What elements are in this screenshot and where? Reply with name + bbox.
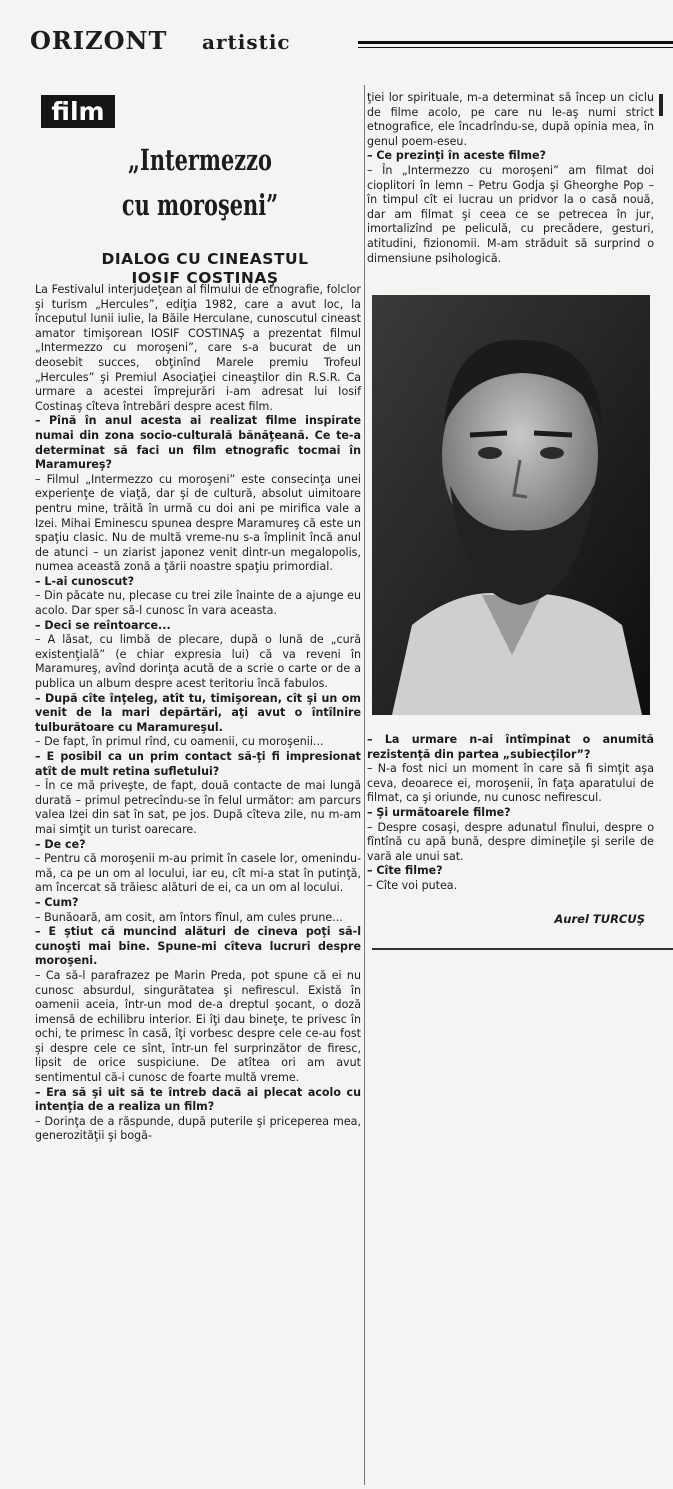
interview-question: – La urmare n-ai întîmpinat o anumită rezistenţă din partea „subiecţilor”? (367, 733, 654, 761)
paragraph: – Din păcate nu, plecase cu trei zile înainte de a ajunge eu acolo. Dar sper să-l cunosc în vara aceasta. (35, 589, 361, 618)
interview-question: – Cum? (35, 895, 79, 909)
article-column-left (35, 283, 361, 1144)
paragraph: – Dorinţa de a răspunde, după puterile şi priceperea mea, generozităţii şi bogă- (35, 1114, 361, 1143)
paragraph: – Cîte voi putea. (367, 878, 458, 892)
interview-question: – Deci se reîntoarce... (35, 618, 171, 632)
paragraph: ţiei lor spirituale, m-a determinat să încep un ciclu de filme acolo, pe care nu le-aş numi strict etnografice, ele încadrîndu-se, după opinia mea, în genul poem-eseu. (367, 91, 654, 148)
article-column-right-top (367, 91, 654, 266)
paragraph: – Despre cosaşi, despre adunatul fînului, despre o fîntînă cu apă bună, despre dimineţile şi serile de vară ale unui sat. (367, 820, 654, 863)
interview-question: – Şi următoarele filme? (367, 805, 511, 819)
paragraph: – În ce mă priveşte, de fapt, două contacte de mai lungă durată – primul petrecîndu-se în felul următor: am parcurs valea Izei din sat în sat, pe jos. După cîteva zile, nu m-am mai simţit un turist oarecare. (35, 779, 361, 836)
paragraph: – Pentru că moroşenii m-au primit în casele lor, omenindu-mă, ca pe un om al locului, iar eu, cît mi-a stat în putinţă, am încercat să trăiesc alături de ei, ca un om al locului. (35, 852, 361, 895)
column-marker (659, 94, 663, 116)
masthead-title: ORIZONT (30, 26, 168, 55)
film-title-line-1: „Intermezzo (128, 143, 272, 177)
portrait-photo (372, 295, 650, 715)
subtitle-line-2: IOSIF COSTINAŞ (131, 269, 279, 287)
paragraph: – În „Intermezzo cu moroşeni” am filmat doi cioplitori în lemn – Petru Godja şi Gheorghe Pop – în timpul cît ei lucrau un pridvor la o casă nouă, dar am filmat şi ceea ce se petrecea în jur, imortalizînd pe peliculă, cu precădere, gesturi, atitudini, fizionomii. M-am străduit să surprind o dimensiune psihologică. (367, 163, 654, 265)
subtitle-line-1: DIALOG CU CINEASTUL (101, 250, 309, 268)
interview-question: – De ce? (35, 837, 86, 851)
interview-question: – E ştiut că muncind alături de cineva poţi să-l cunoşti mai bine. Spune-mi cîteva lucruri despre moroşeni. (35, 925, 361, 968)
column-divider (364, 85, 365, 1485)
film-title-line-2: cu moroşeni” (121, 188, 279, 222)
paragraph: La Festivalul interjudeţean al filmului de etnografie, folclor şi turism „Hercules”, ediţia 1982, care a avut loc, la începutul lunii iulie, la Băile Herculane, cunoscutul cineast amator timişorean IOSIF COSTINAŞ a prezentat filmul „Intermezzo cu moroşeni”, care s-a bucurat de un deosebit succes, obţinînd Marele premiu Trofeul „Hercules” şi Premiul Asociaţiei cineaştilor din R.S.R. Ca urmare a acestei împrejurări i-am adresat lui Iosif Costinaş cîteva întrebări despre acest film. (35, 283, 361, 413)
interview-question: – Ce prezinţi în aceste filme? (367, 149, 546, 163)
paragraph: – Filmul „Intermezzo cu moroşeni” este consecinţa unei experienţe de viaţă, dar şi de cultură, absolut uimitoare pentru mine, trăită în urmă cu doi ani pe mirifica vale a Izei. Mihai Eminescu spunea despre Maramureş că este un spaţiu clasic. Nu de multă vreme-nu s-a împlinit încă anul de atunci – un ziarist japonez venit dintr-un megalopolis, numea această zonă a ţării noastre spaţiu primordial. (35, 472, 361, 574)
article-column-right-bottom (367, 733, 654, 894)
interview-question: – Pînă în anul acesta ai realizat filme inspirate numai din zona socio-culturală bănăţeană. Ce te-a determinat să faci un film etnografic tocmai în Maramureş? (35, 414, 361, 472)
masthead-rule-thin (358, 47, 673, 48)
article-end-rule (372, 948, 673, 950)
author-signature: Aurel TURCUŞ (554, 912, 645, 926)
paragraph: – De fapt, în primul rînd, cu oamenii, cu moroşenii... (35, 735, 324, 749)
interview-question: – După cîte înţeleg, atît tu, timişorean, cît şi un om venit de la mari depărtări, aţi avut o întîlnire tulburătoare cu Maramureşul. (35, 691, 361, 734)
paragraph: – Bunăoară, am cosit, am întors fînul, am cules prune... (35, 910, 343, 924)
section-badge: film (41, 95, 115, 128)
masthead (30, 26, 673, 66)
paragraph: – N-a fost nici un moment în care să fi simţit aşa ceva, deoarece ei, moroşenii, în faţa aparatului de filmat, ca şi oriunde, nu cunosc nefirescul. (367, 762, 654, 805)
interview-question: – L-ai cunoscut? (35, 574, 135, 588)
interview-question: – Era să şi uit să te întreb dacă ai plecat acolo cu intenţia de a realiza un film? (35, 1085, 361, 1114)
paragraph: – Ca să-l parafrazez pe Marin Preda, pot spune că ei nu cunosc absurdul, singurătatea şi nefirescul. Există în oamenii aceia, într-un mod de-a dreptul şocant, o doză imensă de echilibru interior. Ei îţi dau bineţe, te privesc în ochi, te primesc în casă, îţi vorbesc despre cele ce-au fost şi despre cele ce sînt, într-un fel surprinzător de firesc, lipsit de orice suspiciune. De atîtea ori am avut sentimentul că-i cunosc de foarte multă vreme. (35, 968, 361, 1085)
masthead-rule (358, 41, 673, 44)
paragraph: – A lăsat, cu limbă de plecare, după o lună de „cură existenţială” (e chiar expresia lui) că va reveni în Maramureş, avînd dorinţa acută de a scrie o carte or de a publica un album despre acest teritoriu încă fabulos. (35, 633, 361, 691)
masthead-subtitle: artistic (202, 30, 291, 54)
interview-question: – Cîte filme? (367, 864, 443, 878)
interview-question: – E posibil ca un prim contact să-ţi fi impresionat atît de mult retina sufletului? (35, 750, 361, 778)
